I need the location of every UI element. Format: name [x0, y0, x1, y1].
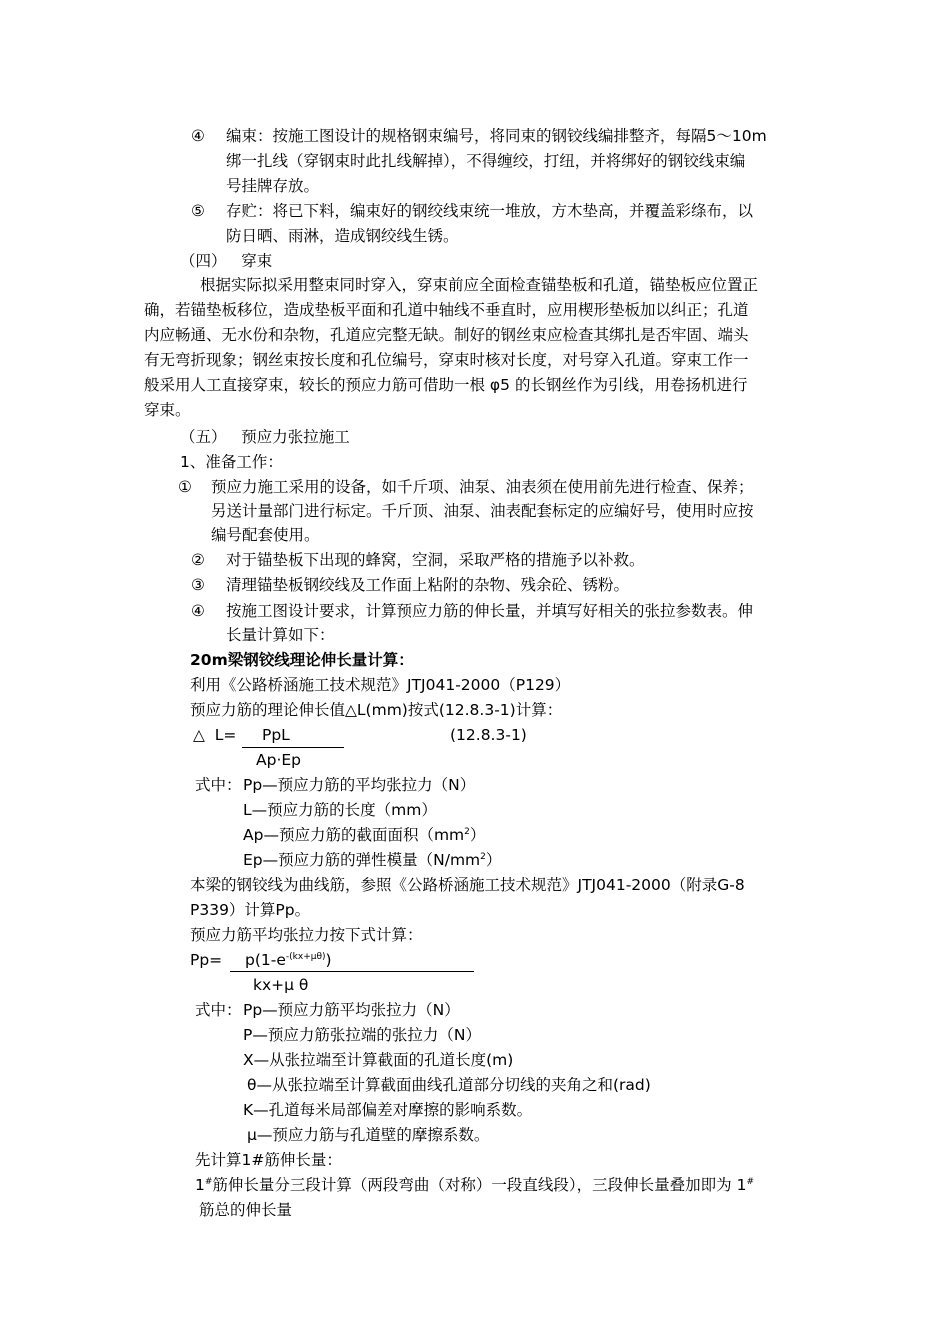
- step-4-line-2: 长量计算如下：: [226, 626, 335, 644]
- formula-1-fraction-bar: [242, 747, 344, 748]
- where-1-lead: 式中：: [195, 776, 242, 794]
- where-1-ap: Ap—预应力筋的截面面积$(mm^2)$: [243, 826, 486, 844]
- paragraph-2-line-1: 本梁的钢铰线为曲线筋，参照《公路桥涵施工技术规范》JTJ041-2000（附录G-8: [190, 876, 745, 894]
- where-2-p: P—预应力筋张拉端的张拉力（N）: [243, 1026, 481, 1044]
- item-5-line-2: 防日晒、雨淋，造成钢绞线生锈。: [226, 227, 459, 245]
- formula-1-lhs: △ L=: [193, 726, 237, 744]
- formula-1-equation-number: (12.8.3-1): [450, 726, 527, 744]
- paragraph-1-line-5: 般采用人工直接穿束，较长的预应力筋可借助一根 φ5 的长钢丝作为引线，用卷扬机进行: [144, 376, 748, 394]
- formula-2-fraction-bar: [230, 971, 474, 972]
- reference-2: 预应力筋的理论伸长值△L(mm)按式(12.8.3-1)计算：: [190, 701, 563, 719]
- first-calc-heading: 先计算1#筋伸长量：: [195, 1151, 342, 1169]
- item-4-line-3: 号挂牌存放。: [226, 177, 320, 195]
- step-1-line-1: 预应力施工采用的设备，如千斤项、油泵、油表须在使用前先进行检查、保养；: [211, 478, 754, 496]
- where-2-theta: θ—从张拉端至计算截面曲线孔道部分切线的夹角之和(rad): [247, 1076, 651, 1094]
- item-5-line-1: 存贮：将已下料，编束好的钢绞线束统一堆放，方木垫高，并覆盖彩绦布，以: [226, 202, 754, 220]
- paragraph-2-line-2: P339）计算Pp。: [190, 901, 311, 919]
- step-4-line-1: 按施工图设计要求，计算预应力筋的伸长量，并填写好相关的张拉参数表。伸: [226, 602, 754, 620]
- calc-title: 20m梁钢铰线理论伸长量计算：: [190, 651, 414, 669]
- item-4-number: ④: [191, 127, 205, 145]
- formula-2-lhs: Pp=: [190, 951, 223, 969]
- step-1-line-2: 另送计量部门进行标定。千斤顶、油泵、油表配套标定的应编好号，使用时应按: [211, 502, 754, 520]
- reference-1: 利用《公路桥涵施工技术规范》JTJ041-2000（P129）: [190, 676, 571, 694]
- step-1-number: ①: [178, 478, 192, 496]
- paragraph-1-line-2: 确，若锚垫板移位，造成垫板平面和孔道中轴线不垂直时，应用楔形垫板加以纠正；孔道: [144, 301, 749, 319]
- where-1-pp: Pp—预应力筋的平均张拉力（N）: [243, 776, 476, 794]
- item-4-line-1: 编束：按施工图设计的规格钢束编号，将同束的钢铰线编排整齐，每隔5～10m: [226, 127, 767, 145]
- formula-1-numerator: PpL: [262, 726, 290, 744]
- where-2-x: X—从张拉端至计算截面的孔道长度(m): [243, 1051, 514, 1069]
- item-4-line-2: 绑一扎线（穿钢束时此扎线解掉），不得缠绞，打纽，并将绑好的钢铰线束编: [226, 152, 746, 170]
- prep-heading: 1、准备工作：: [180, 453, 283, 471]
- formula-1-denominator: Ap·Ep: [256, 751, 302, 769]
- step-3-line-1: 清理锚垫板钢绞线及工作面上粘附的杂物、残余砼、锈粉。: [226, 576, 630, 594]
- step-4-number: ④: [191, 602, 205, 620]
- step-2-line-1: 对于锚垫板下出现的蜂窝，空洞，采取严格的措施予以补救。: [226, 551, 645, 569]
- step-2-number: ②: [191, 551, 205, 569]
- where-2-mu: μ—预应力筋与孔道壁的摩擦系数。: [247, 1126, 490, 1144]
- paragraph-1-line-6: 穿束。: [144, 401, 191, 419]
- where-2-k: K—孔道每米局部偏差对摩擦的影响系数。: [243, 1101, 533, 1119]
- paragraph-1-line-1: 根据实际拟采用整束同时穿入，穿束前应全面检查锚垫板和孔道，锚垫板应位置正: [200, 276, 759, 294]
- section-4-heading: （四） 穿束: [180, 252, 273, 270]
- where-1-l: L—预应力筋的长度（mm）: [243, 801, 437, 819]
- paragraph-1-line-4: 有无弯折现象；钢丝束按长度和孔位编号，穿束时核对长度，对号穿入孔道。穿束工作一: [144, 351, 749, 369]
- item-5-number: ⑤: [191, 202, 205, 220]
- paragraph-1-line-3: 内应畅通、无水份和杂物，孔道应完整无缺。制好的钢丝束应检查其绑扎是否牢固、端头: [144, 326, 749, 344]
- paragraph-4-line-2: 筋总的伸长量: [199, 1201, 293, 1219]
- where-2-pp: Pp—预应力筋平均张拉力（N）: [243, 1001, 460, 1019]
- where-2-lead: 式中：: [195, 1001, 242, 1019]
- section-5-heading: （五） 预应力张拉施工: [180, 428, 350, 446]
- step-1-line-3: 编号配套使用。: [211, 526, 320, 544]
- paragraph-4-line-1: 1#筋伸长量分三段计算（两段弯曲（对称）一段直线段），三段伸长量叠加即为 1#: [195, 1176, 755, 1194]
- where-1-ep: Ep—预应力筋的弹性模量$(N/mm^2)$: [243, 851, 502, 869]
- formula-2-numerator: $p(1-e^{-(kx+\mu\theta)})$: [245, 951, 332, 969]
- step-3-number: ③: [191, 576, 205, 594]
- paragraph-3: 预应力筋平均张拉力按下式计算：: [190, 926, 423, 944]
- formula-2-denominator: kx+μ θ: [253, 976, 309, 994]
